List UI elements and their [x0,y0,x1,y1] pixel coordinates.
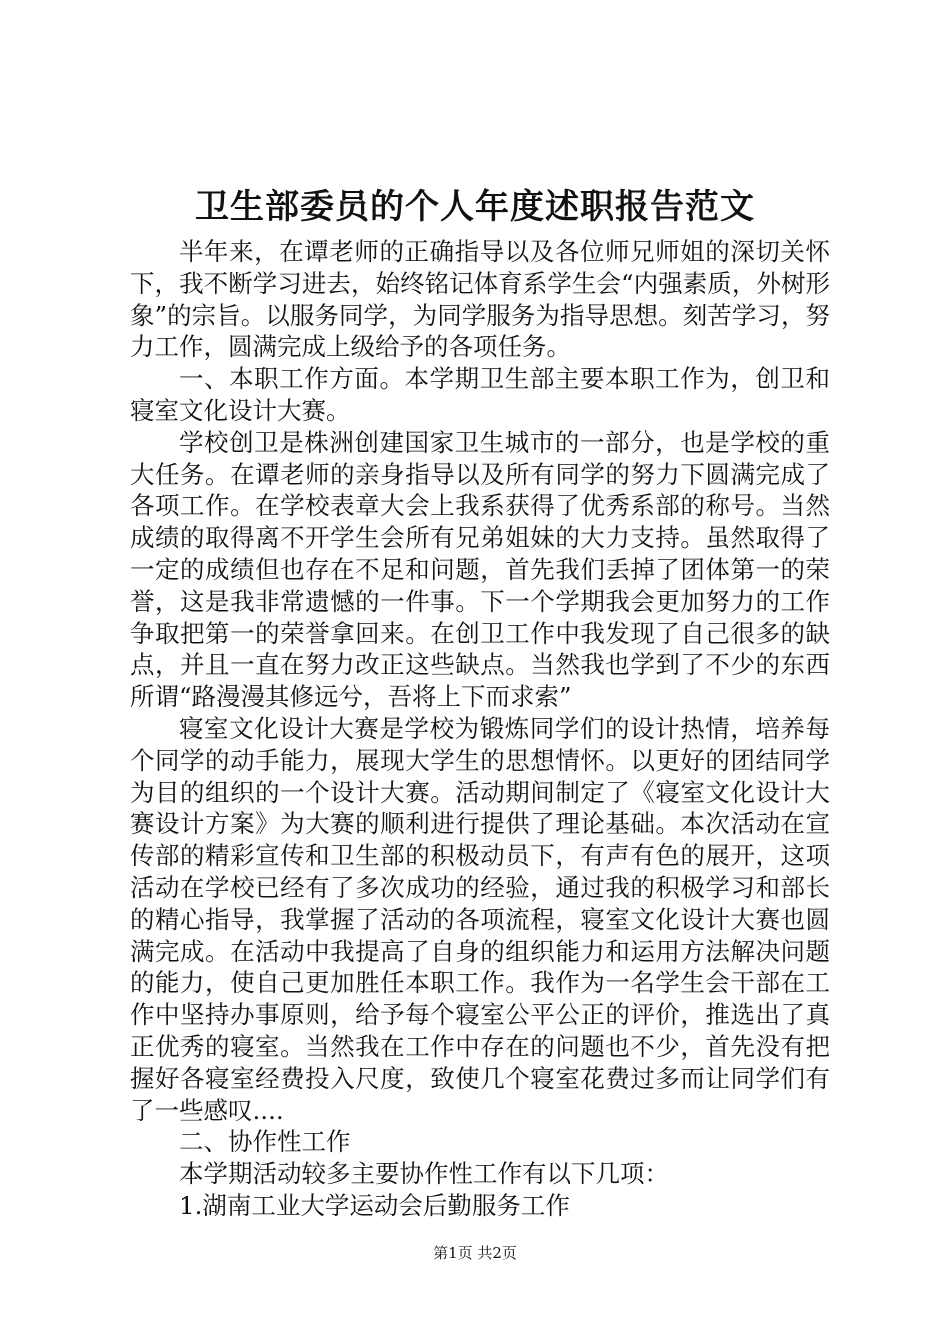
paragraph-intro: 半年来，在谭老师的正确指导以及各位师兄师姐的深切关怀下，我不断学习进去，始终铭记体育系学生会“内强素质，外树形象”的宗旨。以服务同学，为同学服务为指导思想。刻苦学习，努力工作，圆满完成上级给予的各项任务。 [130,237,830,362]
paragraph-section-one-heading: 一、本职工作方面。本学期卫生部主要本职工作为，创卫和寝室文化设计大赛。 [130,364,830,425]
paragraph-dorm-design-contest: 寝室文化设计大赛是学校为锻炼同学们的设计热情，培养每个同学的动手能力，展现大学生的思想情怀。以更好的团结同学为目的组织的一个设计大赛。活动期间制定了《寝室文化设计大赛设计方案》为大赛的顺利进行提供了理论基础。本次活动在宣传部的精彩宣传和卫生部的积极动员下，有声有色的展开，这项活动在学校已经有了多次成功的经验，通过我的积极学习和部长的精心指导，我掌握了活动的各项流程，寝室文化设计大赛也圆满完成。在活动中我提高了自身的组织能力和运用方法解决问题的能力，使自己更加胜任本职工作。我作为一名学生会干部在工作中坚持办事原则，给予每个寝室公平公正的评价，推选出了真正优秀的寝室。当然我在工作中存在的问题也不少，首先没有把握好各寝室经费投入尺度，致使几个寝室花费过多而让同学们有了一些感叹.... [130,713,830,1125]
paragraph-hygiene-campaign: 学校创卫是株洲创建国家卫生城市的一部分，也是学校的重大任务。在谭老师的亲身指导以及所有同学的努力下圆满完成了各项工作。在学校表章大会上我系获得了优秀系部的称号。当然成绩的取得离不开学生会所有兄弟姐妹的大力支持。虽然取得了一定的成绩但也存在不足和问题，首先我们丢掉了团体第一的荣誉，这是我非常遗憾的一件事。下一个学期我会更加努力的工作争取把第一的荣誉拿回来。在创卫工作中我发现了自己很多的缺点，并且一直在努力改正这些缺点。当然我也学到了不少的东西所谓“路漫漫其修远兮，吾将上下而求索” [130,427,830,712]
paragraph-list-item-1: 1.湖南工业大学运动会后勤服务工作 [179,1190,570,1220]
page-number-footer: 第1页 共2页 [433,1244,517,1262]
paragraph-cooperative-work-intro: 本学期活动较多主要协作性工作有以下几项： [179,1159,669,1189]
paragraph-section-two-heading: 二、协作性工作 [179,1127,351,1157]
document-title: 卫生部委员的个人年度述职报告范文 [195,187,755,227]
document-body [130,236,830,1222]
